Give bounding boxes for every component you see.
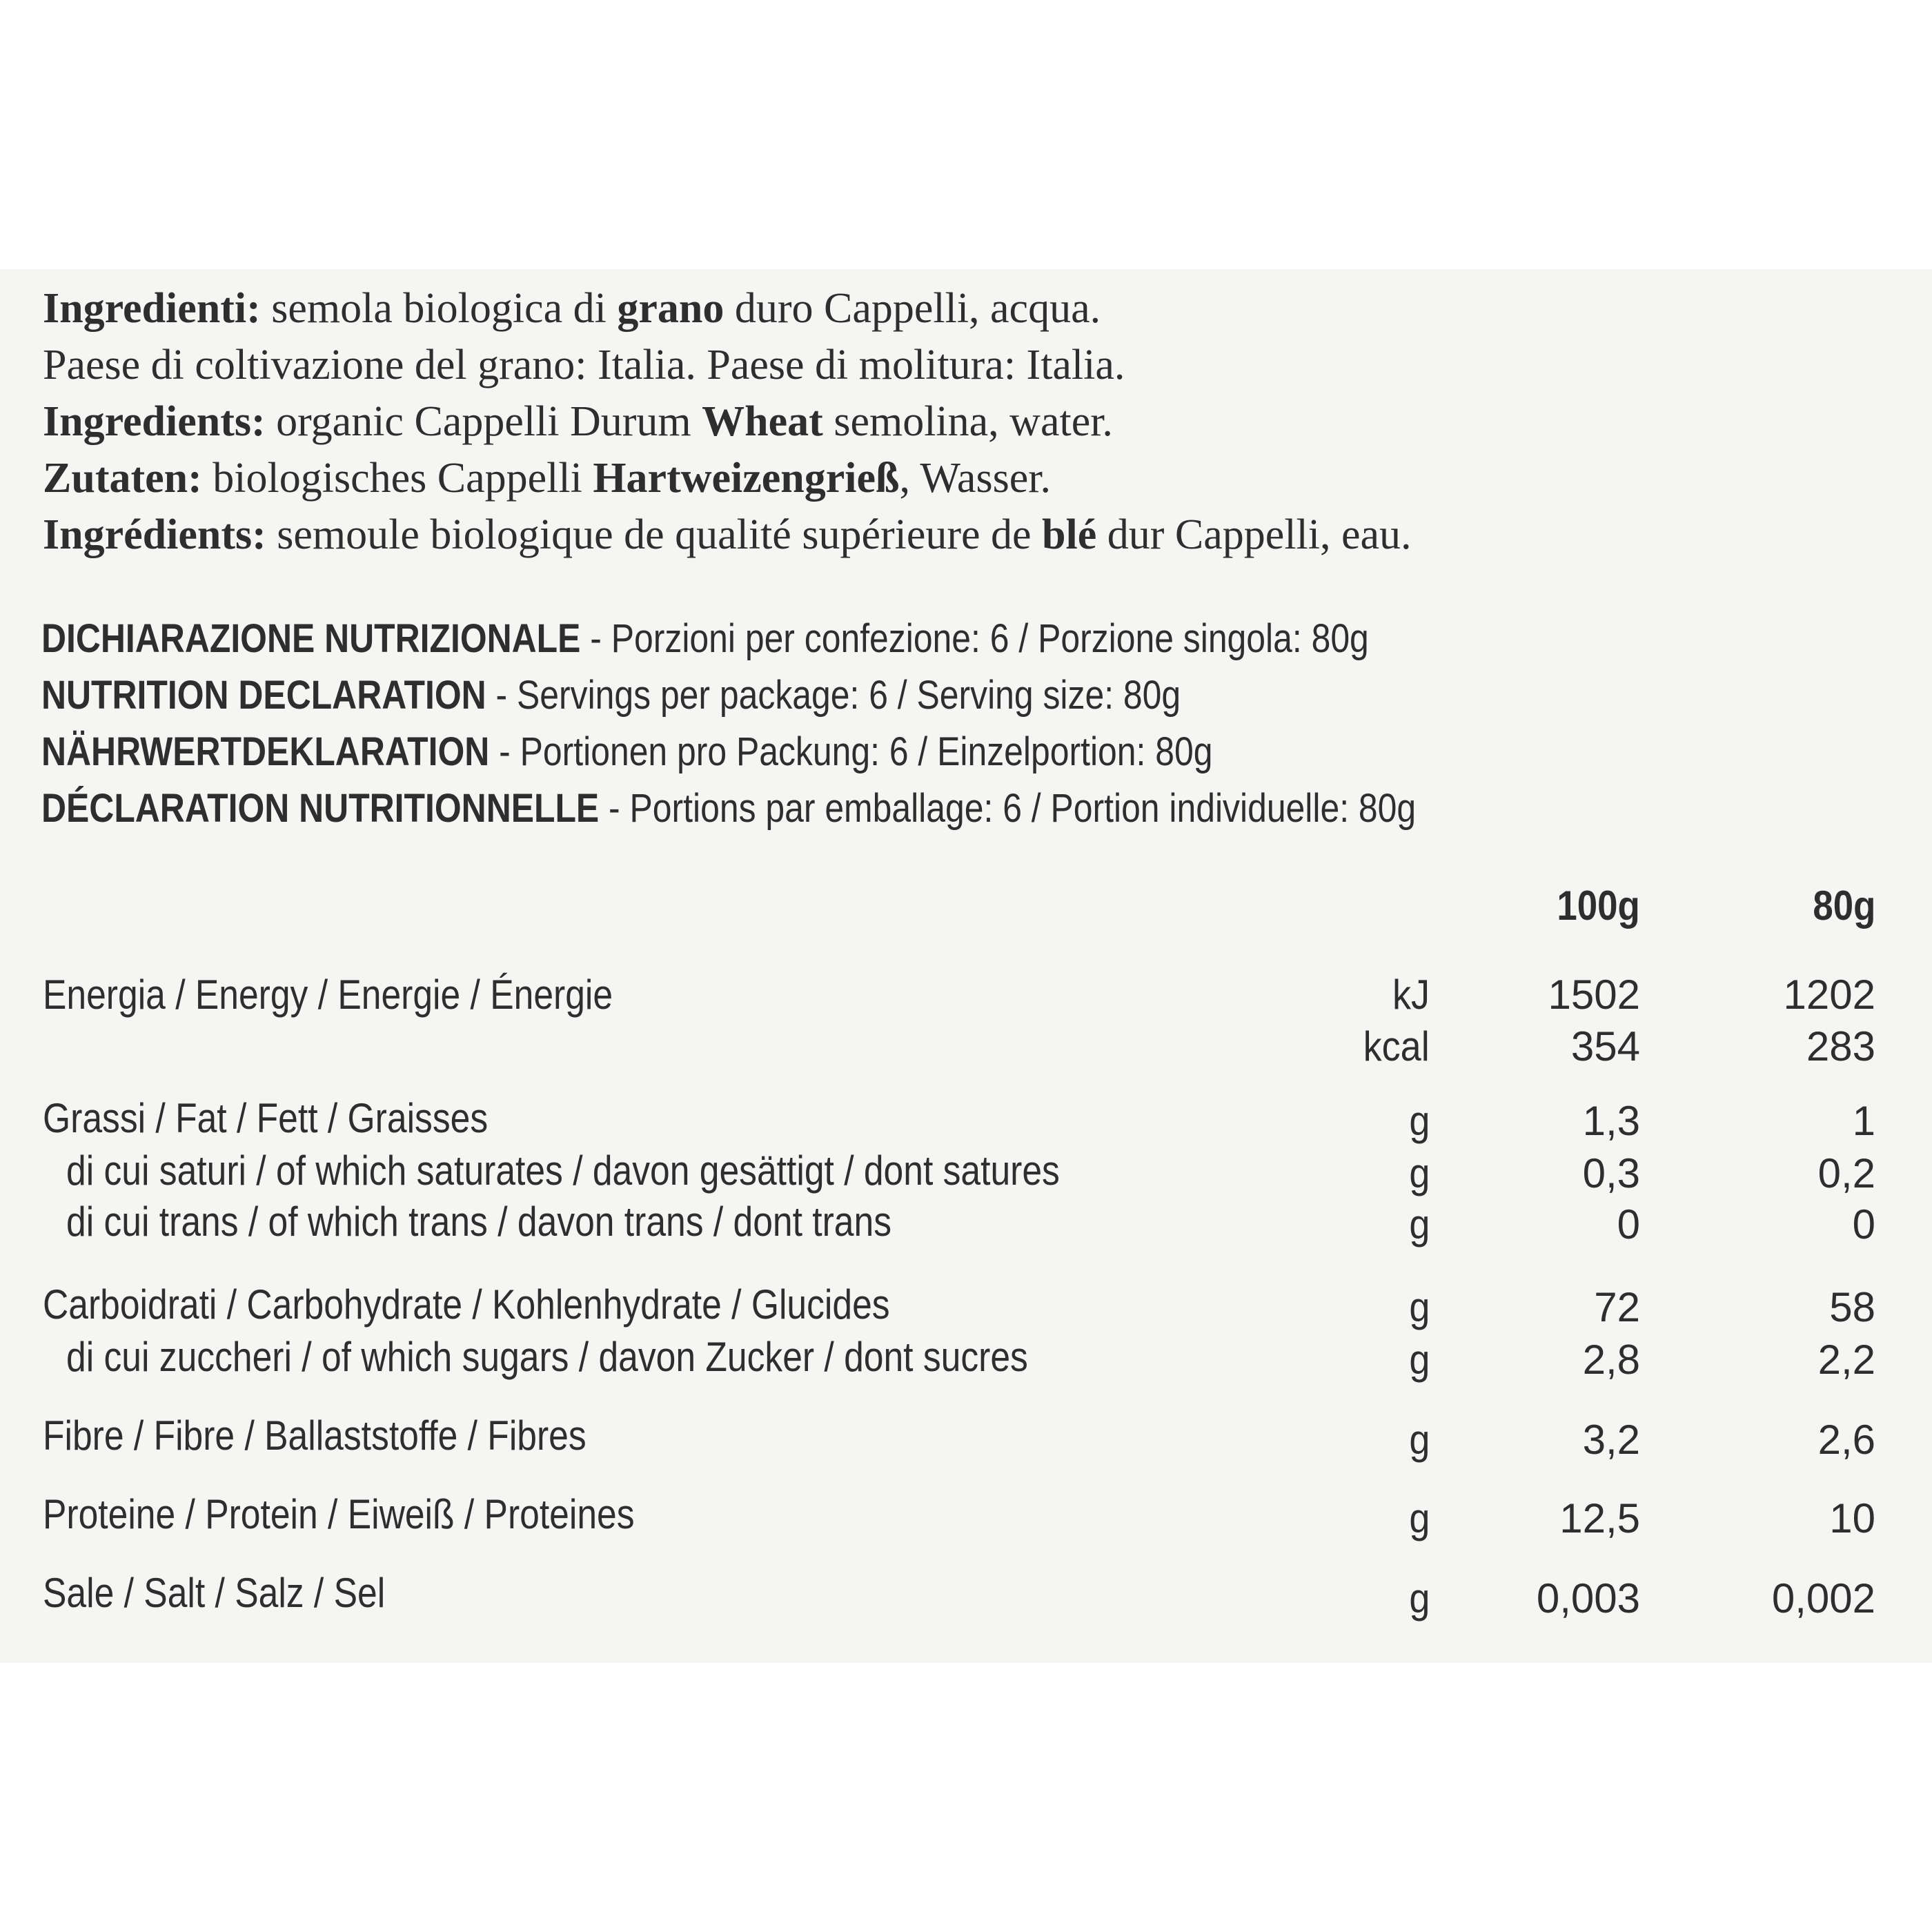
column-header-100g: 100g [1557,883,1640,929]
row-fibre-unit: g [1408,1417,1430,1463]
row-carbohydrate-100g: 72 [1594,1284,1640,1330]
declaration-en-text: - Servings per package: 6 / Serving size: 80g [486,673,1181,718]
row-protein-unit: g [1408,1495,1430,1541]
declaration-it-title: DICHIARAZIONE NUTRIZIONALE [41,616,581,661]
row-sugars-80g: 2,2 [1817,1337,1875,1383]
ingredients-de-label: Zutaten: [43,455,202,502]
row-energy-kcal-100g: 354 [1570,1023,1640,1070]
nutrition-table [0,269,1932,1663]
row-saturates-name: di cui saturi / of which saturates / davon gesättigt / dont satures [66,1147,1060,1194]
row-salt-unit: g [1408,1575,1430,1621]
row-energy-unit-kcal: kcal [1363,1023,1430,1070]
row-protein-80g: 10 [1829,1495,1875,1541]
declaration-de-title: NÄHRWERTDEKLARATION [41,729,490,774]
row-carbohydrate-name: Carboidrati / Carbohydrate / Kohlenhydrate / Glucides [43,1281,890,1328]
row-protein-name: Proteine / Protein / Eiweiß / Proteines [43,1491,635,1537]
row-carbohydrate-unit: g [1408,1284,1430,1330]
ingredients-it-text: semola biologica di [260,285,618,332]
row-salt-100g: 0,003 [1536,1575,1640,1621]
row-trans-100g: 0 [1617,1201,1640,1248]
declaration-fr-title: DÉCLARATION NUTRITIONNELLE [41,786,600,831]
row-sugars-unit: g [1408,1337,1430,1383]
row-sugars-100g: 2,8 [1582,1337,1640,1383]
row-carbohydrate-80g: 58 [1829,1284,1875,1330]
row-fibre-name: Fibre / Fibre / Ballaststoffe / Fibres [43,1412,586,1459]
ingredients-fr-text-end: dur Cappelli, eau. [1096,511,1412,558]
row-fibre-100g: 3,2 [1582,1417,1640,1463]
row-trans-80g: 0 [1852,1201,1875,1248]
row-fibre-80g: 2,6 [1817,1417,1875,1463]
row-fat-80g: 1 [1852,1098,1875,1144]
ingredients-fr-allergen: blé [1042,511,1097,558]
declaration-it-text: - Porzioni per confezione: 6 / Porzione singola: 80g [580,616,1369,661]
row-energy-unit-kj: kJ [1392,972,1430,1018]
row-trans-name: di cui trans / of which trans / davon trans / dont trans [66,1199,892,1245]
declaration-fr-text: - Portions par emballage: 6 / Portion individuelle: 80g [599,786,1417,831]
row-energy-kcal-80g: 283 [1806,1023,1875,1070]
row-energy-kj-80g: 1202 [1783,972,1875,1018]
ingredients-en-label: Ingredients: [43,398,266,445]
ingredients-de-text: biologisches Cappelli [201,455,593,502]
ingredients-it-label: Ingredienti: [43,285,261,332]
row-trans-unit: g [1408,1201,1430,1248]
ingredients-fr-label: Ingrédients: [43,511,266,558]
row-fat-name: Grassi / Fat / Fett / Graisses [43,1095,489,1141]
nutrition-label [0,269,1932,1663]
ingredients-fr-text: semoule biologique de qualité supérieure de [266,511,1043,558]
row-saturates-unit: g [1408,1150,1430,1196]
row-saturates-100g: 0,3 [1582,1150,1640,1196]
ingredients-en-text: organic Cappelli Durum [265,398,702,445]
row-protein-100g: 12,5 [1559,1495,1640,1541]
row-fat-100g: 1,3 [1582,1098,1640,1144]
ingredients-it-allergen: grano [617,285,724,332]
ingredients-de-text-end: , Wasser. [899,455,1051,502]
column-header-80g: 80g [1813,883,1875,929]
row-sugars-name: di cui zuccheri / of which sugars / davon Zucker / dont sucres [66,1334,1028,1380]
row-salt-name: Sale / Salt / Salz / Sel [43,1570,386,1616]
ingredients-en-allergen: Wheat [702,398,823,445]
ingredients-en-text-end: semolina, water. [822,398,1113,445]
row-salt-80g: 0,002 [1771,1575,1875,1621]
origin-statement: Paese di coltivazione del grano: Italia. Paese di molitura: Italia. [43,342,1125,388]
row-saturates-80g: 0,2 [1817,1150,1875,1196]
row-energy-name: Energia / Energy / Energie / Énergie [43,972,613,1018]
row-fat-unit: g [1408,1098,1430,1144]
declaration-de-text: - Portionen pro Packung: 6 / Einzelportion: 80g [489,729,1213,774]
ingredients-it-text-end: duro Cappelli, acqua. [724,285,1101,332]
row-energy-kj-100g: 1502 [1548,972,1640,1018]
declaration-en-title: NUTRITION DECLARATION [41,673,486,718]
ingredients-de-allergen: Hartweizengrieß [593,455,900,502]
